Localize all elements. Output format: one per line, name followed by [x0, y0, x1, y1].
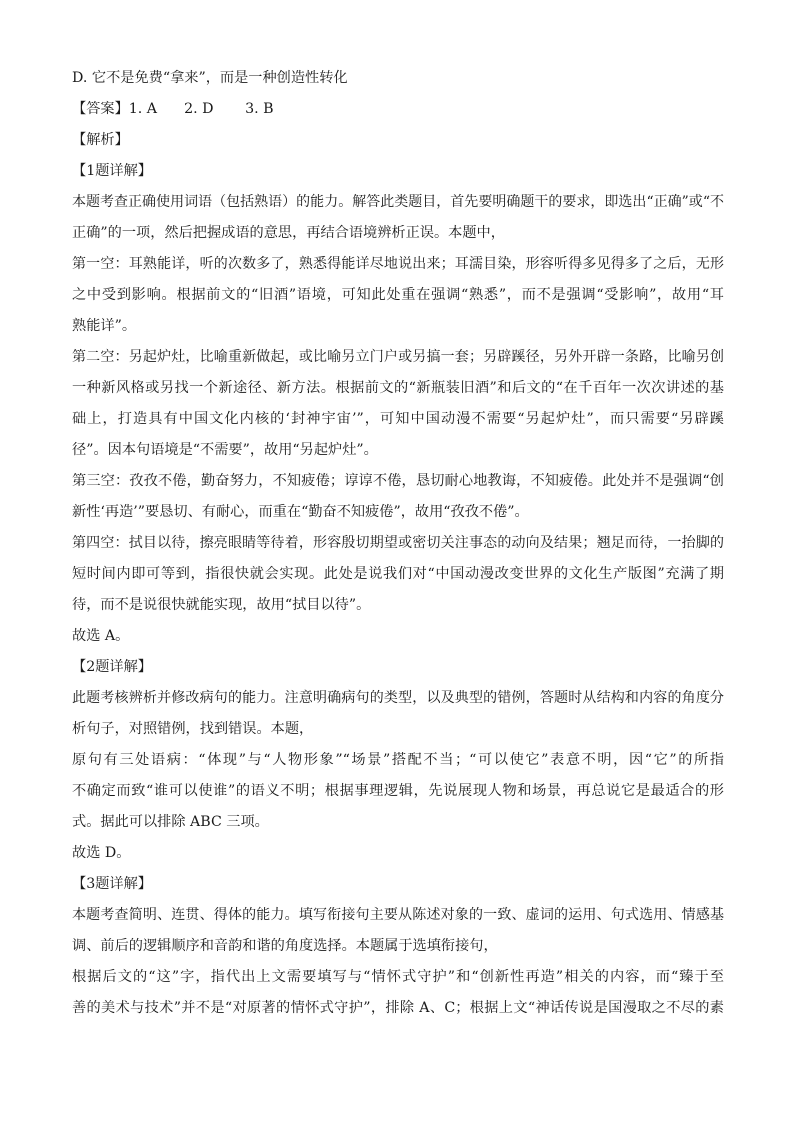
paragraph-line: 新性‘再造’”要恳切、有耐心，而重在“勤奋不知疲倦”，故用“孜孜不倦”。 [72, 504, 529, 520]
paragraph-line: 础上，打造具有中国文化内核的‘封神宇宙’”，可知中国动漫不需要“另起炉灶”，而只需要“另辟蹊 [72, 411, 724, 427]
option-d-line: D. 它不是免费“拿来”，而是一种创造性转化 [72, 70, 348, 86]
paragraph-line: 式。据此可以排除 ABC 三项。 [72, 814, 269, 830]
paragraph-line: 调、前后的逻辑顺序和音韵和谐的角度选择。本题属于选填衔接句， [72, 938, 498, 954]
analysis-heading: 【解析】 [72, 132, 129, 148]
paragraph-line: 析句子，对照错例，找到错误。本题， [72, 721, 314, 737]
paragraph-line: 熟能详”。 [72, 318, 137, 334]
paragraph-line: 第三空：孜孜不倦，勤奋努力，不知疲倦；谆谆不倦，恳切耐心地教诲，不知疲倦。此处并不是强调“创 [72, 473, 724, 489]
choice-line: 故选 A。 [72, 628, 130, 644]
q1-heading: 【1题详解】 [72, 163, 152, 179]
paragraph-line: 短时间内即可等到，指很快就会实现。此处是说我们对“中国动漫改变世界的文化生产版图”充满了期 [72, 566, 724, 582]
paragraph-line: 本题考查正确使用词语（包括熟语）的能力。解答此类题目，首先要明确题干的要求，即选出“正确”或“不 [72, 194, 724, 210]
paragraph-line: 本题考查简明、连贯、得体的能力。填写衔接句主要从陈述对象的一致、虚词的运用、句式选用、情感基 [72, 907, 724, 923]
paragraph-line: 不确定而致“谁可以使谁”的语义不明；根据事理逻辑，先说展现人物和场景，再总说它是最适合的形 [72, 783, 724, 799]
q2-heading: 【2题详解】 [72, 659, 152, 675]
paragraph-line: 第四空：拭目以待，擦亮眼睛等待着，形容殷切期望或密切关注事态的动向及结果；翘足而待，一抬脚的 [72, 535, 724, 551]
q3-heading: 【3题详解】 [72, 876, 152, 892]
paragraph-line: 待，而不是说很快就能实现，故用“拭目以待”。 [72, 597, 371, 613]
answer-line: 【答案】1. A 2. D 3. B [72, 101, 274, 117]
paragraph-line: 第一空：耳熟能详，听的次数多了，熟悉得能详尽地说出来；耳濡目染，形容听得多见得多了之后，无形 [72, 256, 724, 272]
paragraph-line: 善的美术与技术”并不是“对原著的情怀式守护”，排除 A、C；根据上文“神话传说是国漫取之不尽的素 [72, 1000, 724, 1016]
paragraph-line: 根据后文的“这”字，指代出上文需要填写与“情怀式守护”和“创新性再造”相关的内容，而“臻于至 [72, 969, 724, 985]
paragraph-line: 一种新风格或另找一个新途径、新方法。根据前文的“新瓶装旧酒”和后文的“在千百年一次次讲述的基 [72, 380, 724, 396]
paragraph-line: 原句有三处语病：“体现”与“人物形象”“场景”搭配不当；“可以使它”表意不明，因“它”的所指 [72, 752, 724, 768]
paragraph-line: 第二空：另起炉灶，比喻重新做起，或比喻另立门户或另搞一套；另辟蹊径，另外开辟一条路，比喻另创 [72, 349, 724, 365]
paragraph-line: 此题考核辨析并修改病句的能力。注意明确病句的类型，以及典型的错例，答题时从结构和内容的角度分 [72, 690, 724, 706]
paragraph-line: 径”。因本句语境是“不需要”，故用“另起炉灶”。 [72, 442, 378, 458]
paragraph-line: 正确”的一项，然后把握成语的意思，再结合语境辨析正误。本题中， [72, 225, 505, 241]
paragraph-line: 之中受到影响。根据前文的“旧酒”语境，可知此处重在强调“熟悉”，而不是强调“受影响”，故用“耳 [72, 287, 724, 303]
choice-line: 故选 D。 [72, 845, 131, 861]
